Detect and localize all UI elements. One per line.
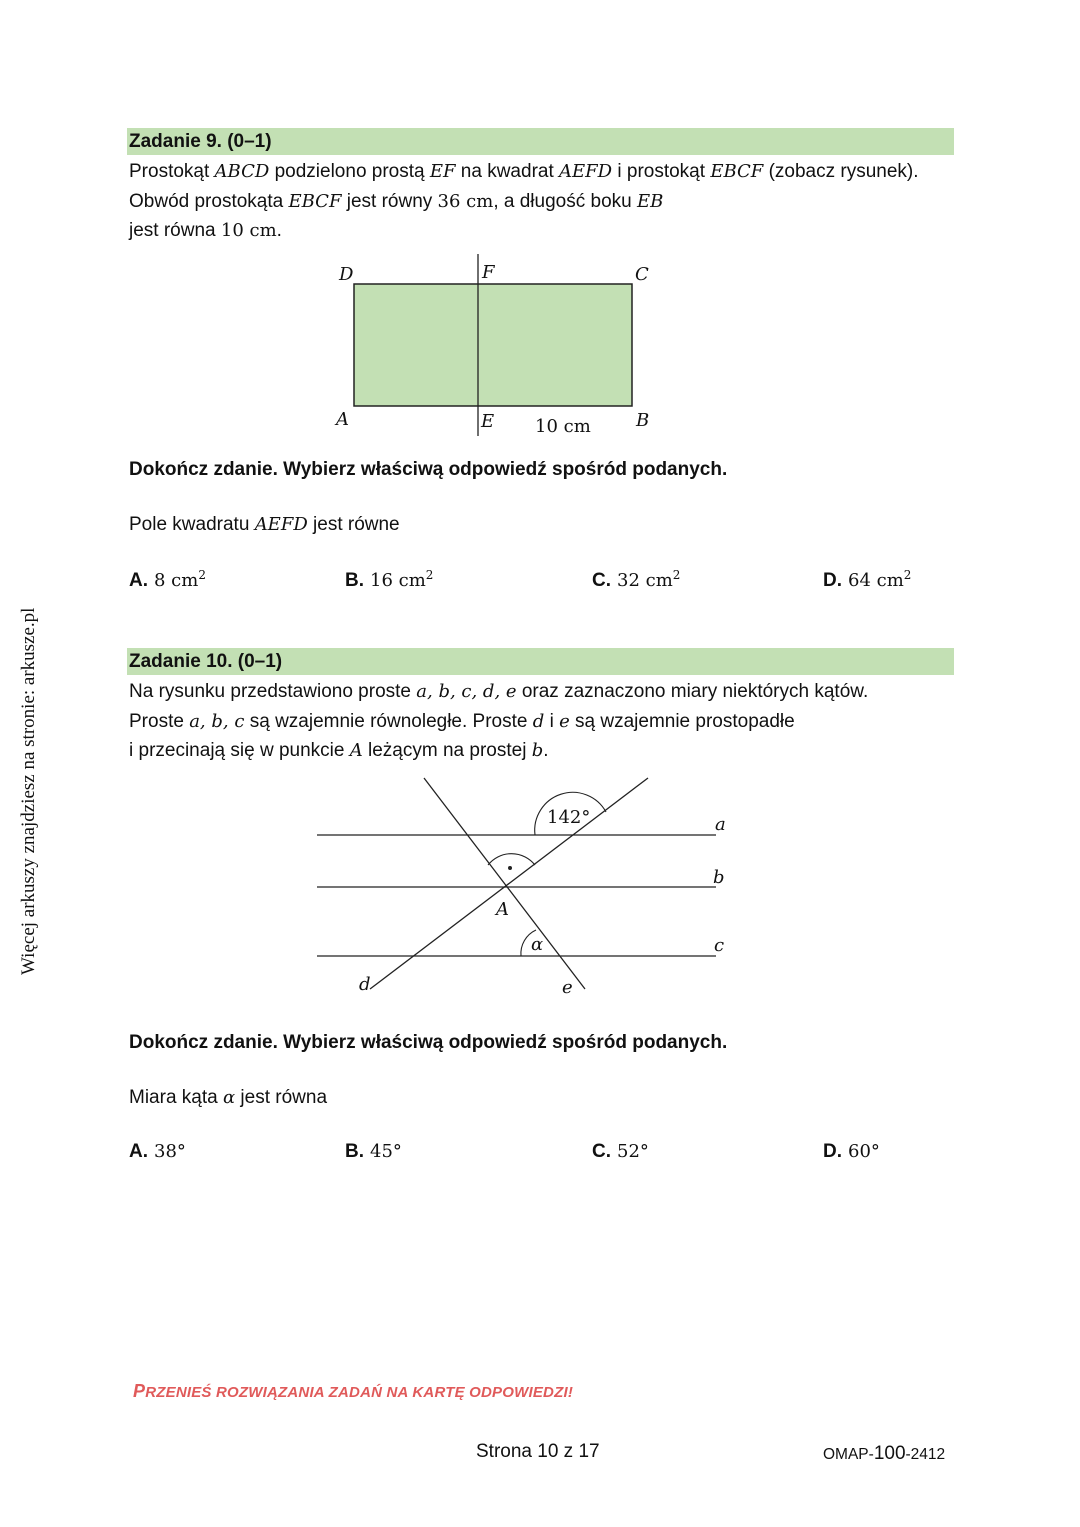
t10-l1-post: oraz zaznaczono miary niektórych kątów. xyxy=(521,681,869,702)
t10-stem-pre: Miara kąta xyxy=(129,1087,218,1108)
t9-m-abcd: ABCD xyxy=(214,161,270,182)
t9-m-aefd: AEFD xyxy=(559,161,613,182)
t9-m-36: 36 cm xyxy=(437,190,494,212)
transfer-answers-note: PRZENIEŚ ROZWIĄZANIA ZADAŃ NA KARTĘ ODPOWIEDZI! xyxy=(133,1381,574,1401)
t9-p9: . xyxy=(276,220,282,241)
t10-l3-b: b xyxy=(531,740,544,761)
t10-l3-post: . xyxy=(543,740,549,761)
option-value: 45° xyxy=(370,1141,402,1162)
option-letter: B. xyxy=(345,1141,364,1162)
t9-m-ebcf2: EBCF xyxy=(288,190,342,212)
option-letter: D. xyxy=(823,570,842,591)
label-c: C xyxy=(635,264,649,285)
label-f: F xyxy=(482,262,495,283)
t9-p8: jest równa xyxy=(129,220,216,241)
t10-l2-d: d xyxy=(532,710,545,732)
label-point-a: A xyxy=(496,899,509,920)
t9-p5: (zobacz rysunek). Obwód prostokąta xyxy=(129,161,919,212)
t10-l2-pre: Proste xyxy=(129,710,184,732)
label-b: B xyxy=(636,410,650,431)
t9-m-10: 10 cm xyxy=(220,220,277,241)
t9-p4: i prostokąt xyxy=(617,161,706,182)
line-d xyxy=(370,778,648,989)
t10-l2-math: a, b, c xyxy=(189,710,245,732)
t9-stem-post: jest równe xyxy=(313,514,400,535)
label-line-d: d xyxy=(359,974,371,995)
option-value: 38° xyxy=(154,1141,186,1162)
task9-instruction: Dokończ zdanie. Wybierz właściwą odpowiedź spośród podanych. xyxy=(129,459,728,480)
t10-l3-pre: i przecinają się w punkcie xyxy=(129,740,345,761)
t10-l3-a: A xyxy=(349,740,363,761)
t10-l2-e: e xyxy=(559,710,570,732)
label-line-b: b xyxy=(713,867,725,888)
t9-m-ef: EF xyxy=(429,161,456,182)
t9-p6: jest równy xyxy=(346,190,433,212)
label-e: E xyxy=(481,411,495,432)
t10-stem-post: jest równa xyxy=(240,1087,328,1108)
label-line-e: e xyxy=(562,977,573,998)
t10-l2-i: i xyxy=(549,710,554,732)
t9-stem-pre: Pole kwadratu xyxy=(129,514,250,535)
option-value: 32 $cm^2$ xyxy=(617,568,681,591)
option-value: 52° xyxy=(617,1141,649,1162)
task10-option-a[interactable] xyxy=(129,1141,186,1163)
label-length-eb: 10 cm xyxy=(535,416,591,437)
option-letter: A. xyxy=(129,570,148,591)
right-angle-arc xyxy=(488,854,535,865)
angle-label-142: 142° xyxy=(547,807,591,828)
task10-stem xyxy=(129,1087,327,1109)
task9-header: Zadanie 9. (0–1) xyxy=(127,128,954,155)
label-alpha: α xyxy=(531,934,544,955)
t10-l3-mid: leżącym na prostej xyxy=(368,740,527,761)
t9-p2: podzielono prostą xyxy=(274,161,425,182)
label-a: A xyxy=(336,409,349,430)
t10-l1-math: a, b, c, d, e xyxy=(416,681,517,702)
option-letter: D. xyxy=(823,1141,842,1162)
label-line-a: a xyxy=(715,814,726,835)
t10-l1-pre: Na rysunku przedstawiono proste xyxy=(129,681,411,702)
option-letter: C. xyxy=(592,1141,611,1162)
option-letter: C. xyxy=(592,570,611,591)
right-angle-dot xyxy=(508,866,512,870)
t10-l2-post: są wzajemnie prostopadłe xyxy=(575,710,795,732)
option-value: 8 $cm^2$ xyxy=(154,568,206,591)
label-line-c: c xyxy=(714,935,725,956)
t9-m-ebcf: EBCF xyxy=(710,161,764,182)
option-letter: A. xyxy=(129,1141,148,1162)
task10-option-b[interactable] xyxy=(345,1141,402,1163)
task10-instruction: Dokończ zdanie. Wybierz właściwą odpowiedź spośród podanych. xyxy=(129,1032,728,1053)
t9-m-eb: EB xyxy=(636,190,664,212)
option-value: 64 $cm^2$ xyxy=(848,568,912,591)
task10-option-d[interactable] xyxy=(823,1141,880,1163)
t9-stem-math: AEFD xyxy=(254,514,308,535)
t9-p3: na kwadrat xyxy=(460,161,554,182)
side-watermark-text: Więcej arkuszy znajdziesz na stronie: arkusze.pl xyxy=(18,607,39,975)
label-d: D xyxy=(339,264,354,285)
t10-stem-math: α xyxy=(222,1087,236,1108)
task10-option-c[interactable] xyxy=(592,1141,649,1163)
t10-l2-mid: są wzajemnie równoległe. Proste xyxy=(249,710,528,732)
option-value: 60° xyxy=(848,1141,880,1162)
option-value: 16 $cm^2$ xyxy=(370,568,434,591)
page-number: Strona 10 z 17 xyxy=(476,1441,600,1462)
exam-code: OMAP-100-2412 xyxy=(823,1443,946,1464)
t9-p7: , a długość boku xyxy=(493,190,632,212)
t9-p1: Prostokąt xyxy=(129,161,210,182)
option-letter: B. xyxy=(345,570,364,591)
task10-header: Zadanie 10. (0–1) xyxy=(127,648,954,675)
